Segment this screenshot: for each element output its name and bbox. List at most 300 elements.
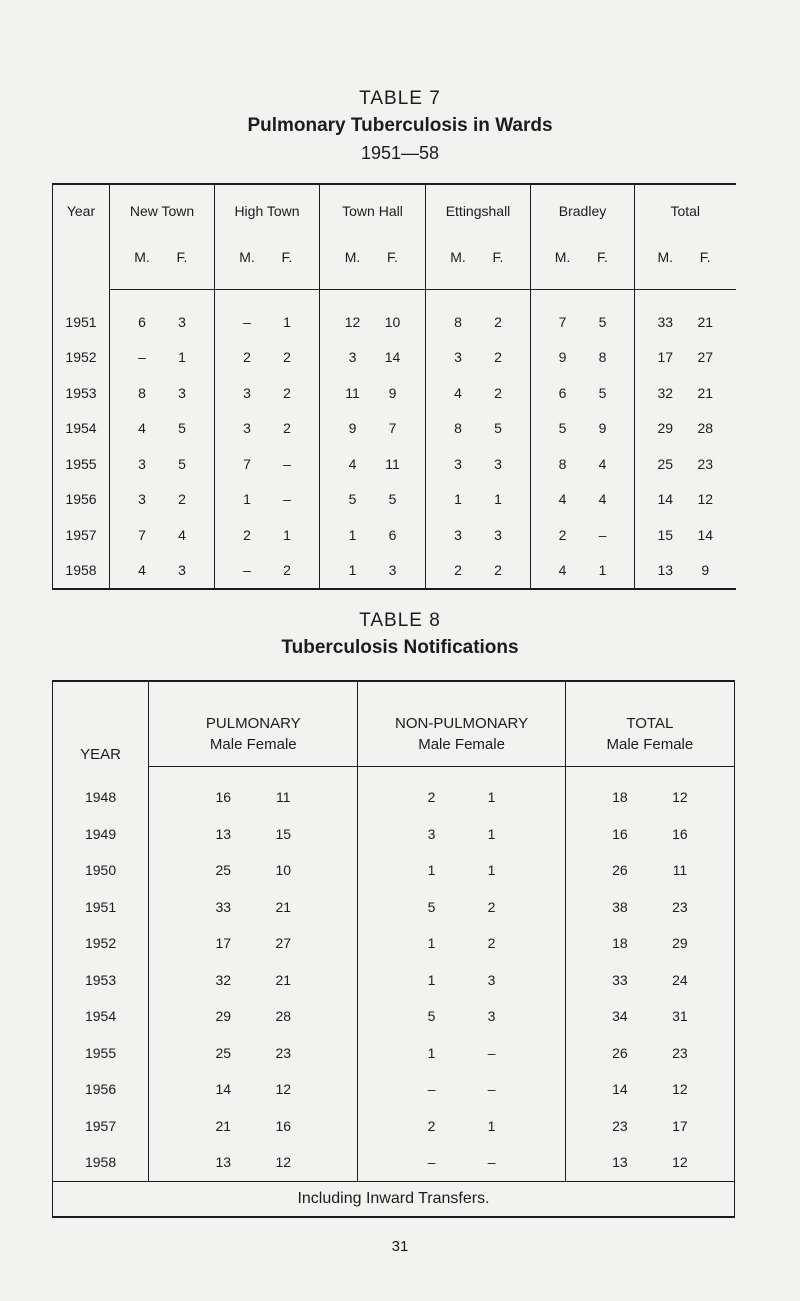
male-value: 9 — [348, 420, 357, 437]
sub-header-f: F. — [387, 249, 398, 265]
year-header: Year — [53, 184, 110, 290]
sub-header-male: Male — [209, 736, 243, 753]
value-cell — [565, 889, 734, 926]
male-value: 32 — [215, 971, 232, 988]
table7-title: Pulmonary Tuberculosis in Wards — [247, 115, 553, 136]
female-value: 2 — [178, 491, 186, 508]
female-value: 27 — [697, 349, 714, 366]
male-value: 15 — [657, 526, 674, 543]
female-value: – — [487, 1154, 496, 1171]
sub-header-m: M. — [239, 249, 255, 265]
male-value: 8 — [454, 313, 462, 330]
value-cell — [531, 446, 635, 482]
year-cell: 1954 — [53, 998, 149, 1035]
female-value: 6 — [388, 526, 397, 543]
table-row — [53, 1035, 735, 1072]
female-value: 12 — [672, 1081, 688, 1098]
female-value: 9 — [701, 562, 710, 579]
female-value: 3 — [494, 455, 502, 472]
value-cell — [358, 1071, 565, 1108]
male-value: 1 — [454, 491, 462, 508]
value-cell — [110, 290, 215, 340]
value-cell — [110, 446, 215, 482]
female-value: 1 — [487, 862, 496, 879]
value-cell — [358, 852, 565, 889]
sub-header-f: F. — [281, 249, 293, 265]
female-value: 5 — [494, 420, 502, 437]
value-cell — [149, 767, 358, 816]
column-header: Town Hall — [320, 184, 426, 245]
female-value: 8 — [598, 349, 607, 366]
sub-header — [565, 736, 734, 767]
value-cell — [358, 1108, 565, 1145]
female-value: 24 — [672, 971, 688, 988]
value-cell — [320, 375, 426, 411]
sub-header — [635, 245, 736, 290]
value-cell — [320, 290, 426, 340]
female-value: 2 — [283, 562, 291, 579]
female-value: 4 — [598, 491, 607, 508]
male-value: – — [138, 349, 146, 366]
male-value: – — [427, 1081, 436, 1098]
male-value: 3 — [243, 384, 251, 401]
male-value: 7 — [558, 313, 567, 330]
column-header: New Town — [110, 184, 215, 245]
female-value: 23 — [672, 1044, 688, 1061]
value-cell — [215, 482, 320, 518]
female-value: 2 — [494, 562, 502, 579]
year-cell: 1958 — [53, 553, 110, 590]
sub-header-m: M. — [657, 249, 674, 265]
table-row — [53, 517, 736, 553]
female-value: 29 — [672, 935, 688, 952]
year-header: YEAR — [53, 681, 149, 767]
male-value: 13 — [215, 1154, 232, 1171]
value-cell — [635, 375, 736, 411]
female-value: 27 — [275, 935, 292, 952]
female-value: 5 — [388, 491, 397, 508]
male-value: 7 — [138, 526, 146, 543]
year-cell: 1957 — [53, 1108, 149, 1145]
male-value: 5 — [427, 1008, 436, 1025]
table-row — [53, 852, 735, 889]
value-cell — [215, 340, 320, 376]
year-cell: 1956 — [53, 482, 110, 518]
male-value: 18 — [612, 935, 628, 952]
male-value: 3 — [243, 420, 251, 437]
female-value: 2 — [283, 349, 291, 366]
value-cell — [358, 962, 565, 999]
value-cell — [426, 553, 531, 590]
female-value: 15 — [275, 825, 292, 842]
column-header: Ettingshall — [426, 184, 531, 245]
value-cell — [565, 925, 734, 962]
male-value: 33 — [657, 313, 674, 330]
male-value: 13 — [215, 825, 232, 842]
table8-label: TABLE 8 — [359, 610, 441, 631]
male-value: 18 — [612, 789, 628, 806]
table-row — [53, 1144, 735, 1181]
value-cell — [426, 375, 531, 411]
value-cell — [635, 340, 736, 376]
table-row — [53, 290, 736, 340]
value-cell — [565, 962, 734, 999]
male-value: 4 — [558, 491, 567, 508]
year-cell: 1953 — [53, 962, 149, 999]
male-value: 2 — [454, 562, 462, 579]
value-cell — [531, 482, 635, 518]
male-value: 32 — [657, 384, 674, 401]
female-value: 5 — [178, 420, 186, 437]
value-cell — [320, 411, 426, 447]
male-value: 4 — [138, 420, 146, 437]
male-value: 5 — [348, 491, 357, 508]
female-value: 3 — [487, 1008, 496, 1025]
female-value: 23 — [672, 898, 688, 915]
female-value: 3 — [178, 384, 186, 401]
sub-header-male: Male — [606, 736, 640, 753]
value-cell — [426, 446, 531, 482]
table-row — [53, 1108, 735, 1145]
value-cell — [149, 816, 358, 853]
male-value: 14 — [657, 491, 674, 508]
female-value: 1 — [494, 491, 502, 508]
female-value: 2 — [494, 313, 502, 330]
table-row — [53, 375, 736, 411]
male-value: 26 — [612, 1044, 628, 1061]
female-value: 17 — [672, 1117, 688, 1134]
value-cell — [565, 852, 734, 889]
year-cell: 1951 — [53, 290, 110, 340]
column-header: Bradley — [531, 184, 635, 245]
male-value: 1 — [427, 862, 436, 879]
year-cell: 1952 — [53, 340, 110, 376]
value-cell — [358, 1144, 565, 1181]
table-row — [53, 446, 736, 482]
value-cell — [565, 1108, 734, 1145]
female-value: 11 — [385, 455, 400, 472]
year-cell: 1949 — [53, 816, 149, 853]
sub-header-m: M. — [450, 249, 466, 265]
male-value: 17 — [215, 935, 232, 952]
male-value: 25 — [215, 862, 232, 879]
male-value: 3 — [427, 825, 436, 842]
sub-header-f: F. — [597, 249, 608, 265]
female-value: – — [283, 491, 291, 508]
value-cell — [426, 290, 531, 340]
table-row — [53, 482, 736, 518]
value-cell — [215, 446, 320, 482]
column-header: Total — [670, 203, 701, 219]
male-value: 29 — [215, 1008, 232, 1025]
male-value: 7 — [243, 455, 251, 472]
column-header: PULMONARY — [149, 681, 358, 736]
female-value: 5 — [598, 313, 607, 330]
table-row — [53, 998, 735, 1035]
table-row — [53, 767, 735, 816]
value-cell — [635, 517, 736, 553]
female-value: – — [283, 455, 291, 472]
value-cell — [635, 290, 736, 340]
female-value: 21 — [697, 313, 714, 330]
male-value: 9 — [558, 349, 567, 366]
value-cell — [565, 1144, 734, 1181]
female-value: 2 — [494, 349, 502, 366]
male-value: 12 — [344, 313, 361, 330]
year-cell: 1954 — [53, 411, 110, 447]
male-value: 34 — [612, 1008, 628, 1025]
female-value: 14 — [384, 349, 401, 366]
table8 — [52, 680, 735, 1218]
male-value: 17 — [657, 349, 674, 366]
column-header: TOTAL — [626, 715, 674, 732]
value-cell — [149, 889, 358, 926]
female-value: 10 — [275, 862, 292, 879]
female-value: 21 — [697, 384, 714, 401]
female-value: 3 — [388, 562, 397, 579]
year-cell: 1955 — [53, 446, 110, 482]
value-cell — [358, 767, 565, 816]
value-cell — [565, 1035, 734, 1072]
male-value: 13 — [612, 1154, 628, 1171]
female-value: 1 — [598, 562, 607, 579]
table-row — [53, 889, 735, 926]
male-value: 16 — [215, 789, 232, 806]
male-value: – — [243, 562, 251, 579]
sub-header-f: F. — [492, 249, 504, 265]
value-cell — [531, 517, 635, 553]
male-value: 14 — [215, 1081, 232, 1098]
female-value: 11 — [276, 789, 291, 806]
table-row — [53, 1071, 735, 1108]
female-value: 1 — [487, 789, 496, 806]
value-cell — [149, 1144, 358, 1181]
value-cell — [215, 553, 320, 590]
value-cell — [320, 517, 426, 553]
male-value: 16 — [612, 825, 628, 842]
sub-header-m: M. — [134, 249, 150, 265]
female-value: – — [598, 526, 607, 543]
female-value: – — [487, 1044, 496, 1061]
value-cell — [110, 375, 215, 411]
female-value: 23 — [697, 455, 714, 472]
value-cell — [426, 340, 531, 376]
value-cell — [320, 340, 426, 376]
female-value: 3 — [178, 562, 186, 579]
male-value: 5 — [427, 898, 436, 915]
value-cell — [149, 852, 358, 889]
female-value: 11 — [672, 862, 688, 879]
value-cell — [531, 553, 635, 590]
value-cell — [635, 482, 736, 518]
value-cell — [635, 446, 736, 482]
table7-years: 1951—58 — [360, 143, 440, 163]
male-value: 1 — [427, 1044, 436, 1061]
female-value: 12 — [672, 789, 688, 806]
year-cell: 1952 — [53, 925, 149, 962]
male-value: 13 — [657, 562, 674, 579]
table-row — [53, 816, 735, 853]
sub-header — [358, 736, 565, 767]
male-value: 4 — [138, 562, 146, 579]
value-cell — [531, 340, 635, 376]
value-cell — [358, 925, 565, 962]
female-value: 1 — [487, 825, 496, 842]
value-cell — [110, 411, 215, 447]
female-value: 9 — [598, 420, 607, 437]
male-value: 8 — [454, 420, 462, 437]
table7 — [52, 183, 736, 590]
female-value: 31 — [672, 1008, 688, 1025]
male-value: 1 — [348, 526, 357, 543]
female-value: 4 — [178, 526, 186, 543]
female-value: 2 — [283, 384, 291, 401]
year-cell: 1958 — [53, 1144, 149, 1181]
female-value: 23 — [275, 1044, 292, 1061]
female-value: 7 — [388, 420, 397, 437]
value-cell — [635, 553, 736, 590]
female-value: – — [487, 1081, 496, 1098]
male-value: 3 — [454, 526, 462, 543]
female-value: 12 — [275, 1081, 292, 1098]
footnote: Including Inward Transfers. — [53, 1181, 735, 1217]
sub-header-male: Male — [418, 736, 451, 753]
value-cell — [531, 375, 635, 411]
female-value: 5 — [178, 455, 186, 472]
value-cell — [358, 816, 565, 853]
male-value: 25 — [657, 455, 674, 472]
table8-title: Tuberculosis Notifications — [281, 637, 519, 658]
value-cell — [110, 340, 215, 376]
value-cell — [149, 1071, 358, 1108]
male-value: 23 — [612, 1117, 628, 1134]
male-value: 2 — [243, 349, 251, 366]
male-value: – — [427, 1154, 436, 1171]
value-cell — [358, 1035, 565, 1072]
value-cell — [565, 998, 734, 1035]
value-cell — [426, 411, 531, 447]
column-header: NON-PULMONARY — [358, 681, 565, 736]
female-value: 14 — [697, 526, 714, 543]
table-row — [53, 411, 736, 447]
male-value: 6 — [138, 313, 146, 330]
value-cell — [531, 411, 635, 447]
value-cell — [565, 1071, 734, 1108]
female-value: 3 — [487, 971, 496, 988]
female-value: 4 — [598, 455, 607, 472]
value-cell — [149, 925, 358, 962]
female-value: 1 — [283, 526, 291, 543]
table7-label: TABLE 7 — [359, 88, 441, 109]
year-cell: 1957 — [53, 517, 110, 553]
female-value: 1 — [487, 1117, 496, 1134]
male-value: 1 — [243, 491, 251, 508]
value-cell — [426, 517, 531, 553]
value-cell — [531, 290, 635, 340]
sub-header — [110, 245, 215, 290]
page-number: 31 — [391, 1238, 409, 1255]
value-cell — [635, 411, 736, 447]
male-value: 38 — [612, 898, 628, 915]
female-value: 28 — [275, 1008, 292, 1025]
value-cell — [426, 482, 531, 518]
year-cell: 1956 — [53, 1071, 149, 1108]
year-cell: 1950 — [53, 852, 149, 889]
value-cell — [110, 553, 215, 590]
value-cell — [358, 889, 565, 926]
male-value: 3 — [348, 349, 357, 366]
female-value: 2 — [494, 384, 502, 401]
male-value: 5 — [558, 420, 567, 437]
sub-header — [531, 245, 635, 290]
value-cell — [320, 482, 426, 518]
female-value: 1 — [283, 313, 291, 330]
value-cell — [215, 411, 320, 447]
sub-header-female: Female — [643, 736, 694, 753]
column-header: High Town — [215, 184, 320, 245]
value-cell — [215, 290, 320, 340]
value-cell — [358, 998, 565, 1035]
male-value: 2 — [243, 526, 251, 543]
male-value: 1 — [427, 935, 436, 952]
male-value: 21 — [215, 1117, 232, 1134]
value-cell — [215, 517, 320, 553]
value-cell — [149, 1035, 358, 1072]
male-value: 2 — [427, 1117, 436, 1134]
sub-header — [215, 245, 320, 290]
female-value: 2 — [283, 420, 291, 437]
value-cell — [565, 816, 734, 853]
male-value: 33 — [215, 898, 232, 915]
table-row — [53, 553, 736, 590]
male-value: 29 — [657, 420, 674, 437]
sub-header — [426, 245, 531, 290]
sub-header-f: F. — [699, 249, 711, 265]
female-value: 2 — [487, 898, 496, 915]
table-row — [53, 962, 735, 999]
value-cell — [110, 482, 215, 518]
male-value: 3 — [454, 455, 462, 472]
male-value: 3 — [138, 491, 146, 508]
year-cell: 1951 — [53, 889, 149, 926]
female-value: 3 — [178, 313, 186, 330]
female-value: 16 — [672, 825, 688, 842]
female-value: 5 — [598, 384, 607, 401]
table-row — [53, 340, 736, 376]
value-cell — [110, 517, 215, 553]
footnote-row — [53, 1181, 735, 1217]
year-cell: 1948 — [53, 767, 149, 816]
female-value: 21 — [275, 971, 292, 988]
female-value: 1 — [178, 349, 186, 366]
male-value: 11 — [345, 384, 360, 401]
male-value: 1 — [348, 562, 357, 579]
male-value: 25 — [215, 1044, 232, 1061]
male-value: 2 — [427, 789, 436, 806]
female-value: 3 — [494, 526, 502, 543]
female-value: 21 — [275, 898, 292, 915]
value-cell — [149, 962, 358, 999]
value-cell — [215, 375, 320, 411]
male-value: 3 — [454, 349, 462, 366]
male-value: 8 — [138, 384, 146, 401]
table-row — [53, 925, 735, 962]
male-value: 33 — [612, 971, 628, 988]
value-cell — [320, 446, 426, 482]
value-cell — [565, 767, 734, 816]
female-value: 28 — [697, 420, 714, 437]
year-cell: 1955 — [53, 1035, 149, 1072]
